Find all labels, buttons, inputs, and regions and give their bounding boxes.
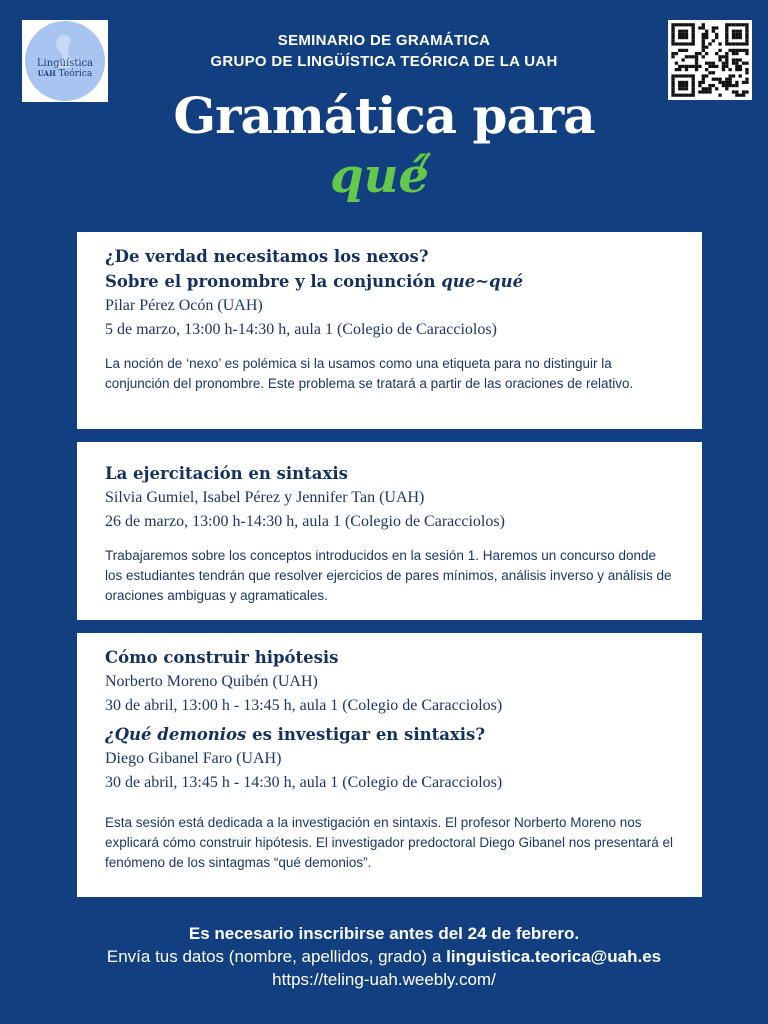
session-card-2 — [77, 442, 702, 620]
page-subtitle: qué — [330, 148, 429, 204]
session-1-speaker: Pilar Pérez Ocón (UAH) — [105, 297, 263, 314]
page-title: Gramática para — [173, 86, 595, 145]
session-3b-schedule: 30 de abril, 13:45 h - 14:30 h, aula 1 (Colegio de Caracciolos) — [105, 774, 503, 791]
registration-instructions: Envía tus datos (nombre, apellidos, grado) a linguistica.teorica@uah.es — [106, 947, 662, 966]
session-3-description: Esta sesión está dedicada a la investigación en sintaxis. El profesor Norberto Moreno nos explicará cómo construir hipótesis. El investigador predoctoral Diego Gibanel nos presentará el fenómeno de los sintagmas “qué demonios”. — [105, 815, 674, 870]
session-2-title: La ejercitación en sintaxis — [105, 464, 348, 483]
session-2-description: Trabajaremos sobre los conceptos introducidos en la sesión 1. Haremos un concurso donde los estudiantes tendrán que resolver ejercicios de pares mínimos, análisis inverso y análisis de oraciones ambiguas y agramaticales. — [105, 548, 672, 603]
logo-text-bottom: UAH Teórica — [37, 68, 93, 79]
session-3b-title: ¿Qué demonios es investigar en sintaxis? — [105, 725, 485, 744]
session-1-title: ¿De verdad necesitamos los nexos? — [105, 247, 429, 266]
header-line-2: GRUPO DE LINGÜÍSTICA TEÓRICA DE LA UAH — [210, 53, 558, 70]
header-line-1: SEMINARIO DE GRAMÁTICA — [277, 32, 491, 49]
accent-mark-icon — [416, 152, 432, 174]
session-2-speaker: Silvia Gumiel, Isabel Pérez y Jennifer Tan (UAH) — [105, 489, 425, 506]
registration-deadline: Es necesario inscribirse antes del 24 de febrero. — [188, 924, 580, 943]
contact-email[interactable]: linguistica.teorica@uah.es — [446, 947, 662, 966]
session-card-3 — [77, 633, 702, 897]
session-2-schedule: 26 de marzo, 13:00 h-14:30 h, aula 1 (Colegio de Caracciolos) — [105, 513, 505, 530]
logo-text-top: Lingüística — [36, 57, 94, 69]
website-link[interactable]: https://teling-uah.weebly.com/ — [272, 970, 496, 989]
session-1-schedule: 5 de marzo, 13:00 h-14:30 h, aula 1 (Colegio de Caracciolos) — [105, 321, 497, 338]
session-3a-title: Cómo construir hipótesis — [105, 648, 339, 667]
session-3a-schedule: 30 de abril, 13:00 h - 13:45 h, aula 1 (Colegio de Caracciolos) — [105, 697, 503, 714]
session-3a-speaker: Norberto Moreno Quibén (UAH) — [105, 673, 318, 690]
session-1-title-line2: Sobre el pronombre y la conjunción que~qué — [105, 272, 524, 291]
session-card-1 — [77, 232, 702, 429]
session-3b-speaker: Diego Gibanel Faro (UAH) — [105, 750, 282, 767]
session-1-description: La noción de ‘nexo’ es polémica si la usamos como una etiqueta para no distinguir la conjunción del pronombre. Este problema se tratará a partir de las oraciones de relativo. — [105, 356, 634, 391]
